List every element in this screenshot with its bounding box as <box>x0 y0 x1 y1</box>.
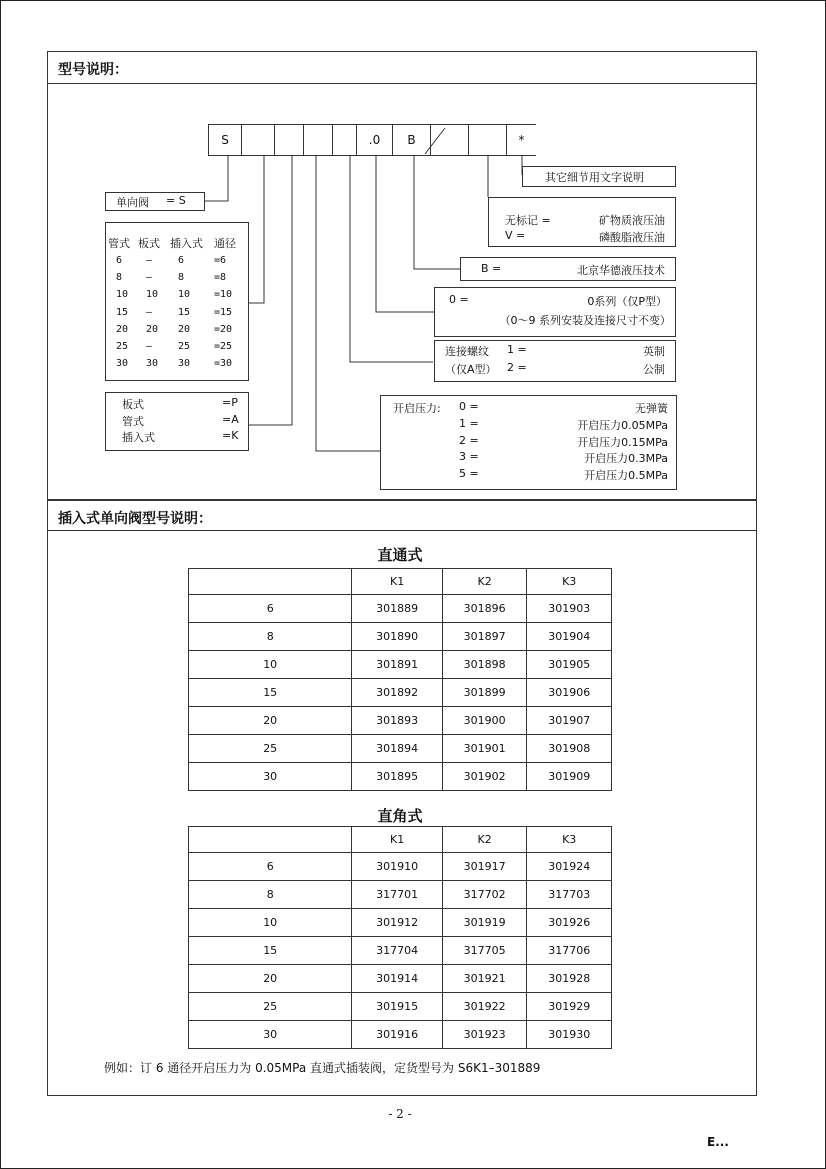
maker-box <box>460 257 676 281</box>
maker-value: 北京华德液压技术 <box>577 264 665 277</box>
table-row <box>189 965 612 993</box>
part-number-cell: 301899 <box>442 679 527 707</box>
part-number-cell: 301908 <box>527 735 612 763</box>
table-row <box>189 909 612 937</box>
fluid-label: 无标记 = <box>505 214 551 227</box>
pressure-code: 0 = <box>459 400 479 413</box>
insert-section-title: 插入式单向阀型号说明： <box>58 511 212 527</box>
table-row <box>189 763 612 791</box>
other-desc-text: 其它细节用文字说明 <box>545 171 644 184</box>
table-header-cell: K1 <box>352 569 442 595</box>
footer-mark: E... <box>707 1135 729 1149</box>
code-cell: * <box>506 124 536 156</box>
diameter-cell: 8 <box>189 881 352 909</box>
part-number-cell: 301915 <box>352 993 442 1021</box>
one-way-box <box>105 192 205 211</box>
part-number-cell: 301928 <box>527 965 612 993</box>
size-cell: 6 <box>116 255 123 266</box>
part-number-cell: 301892 <box>352 679 442 707</box>
mount-box <box>105 392 249 451</box>
part-number-cell: 317701 <box>352 881 442 909</box>
table-row <box>189 651 612 679</box>
size-cell: 20 <box>146 323 159 335</box>
part-number-cell: 301904 <box>527 623 612 651</box>
size-cell: – <box>146 341 153 352</box>
thread-value: 英制 <box>643 345 665 358</box>
one-way-label: 单向阀 <box>116 196 149 209</box>
thread-label: 连接螺纹 <box>445 345 489 358</box>
part-number-cell: 301894 <box>352 735 442 763</box>
table-header-row <box>189 827 612 853</box>
pressure-code: 2 = <box>459 433 479 447</box>
part-number-cell: 301893 <box>352 707 442 735</box>
part-number-cell: 301890 <box>352 623 442 651</box>
code-cell: .0 <box>356 124 393 156</box>
maker-label: B = <box>481 262 502 275</box>
part-number-cell: 317703 <box>527 881 612 909</box>
pressure-code: 5 = <box>459 467 479 481</box>
model-section-title: 型号说明： <box>58 62 128 78</box>
size-cell: 30 <box>146 358 159 370</box>
part-number-cell: 301917 <box>442 853 527 881</box>
pressure-code: 1 = <box>459 416 479 430</box>
series-label: 0 = <box>449 293 469 306</box>
straight-table-title: 直通式 <box>377 546 423 564</box>
size-cell: 30 <box>116 358 129 370</box>
thread-code: 2 = <box>507 361 527 374</box>
part-number-cell: 301909 <box>527 763 612 791</box>
part-number-cell: 301930 <box>527 1021 612 1049</box>
fluid-value: 磷酸脂液压油 <box>599 231 665 244</box>
series-note: （0～9 系列安装及连接尺寸不变） <box>499 314 671 327</box>
table-row <box>189 993 612 1021</box>
mount-value: =A <box>222 412 239 426</box>
diameter-cell: 30 <box>189 763 352 791</box>
diameter-cell: 20 <box>189 707 352 735</box>
mount-label: 管式 <box>122 414 144 428</box>
table-row <box>189 735 612 763</box>
table-row <box>189 707 612 735</box>
size-cell: =10 <box>214 289 233 301</box>
size-cell: =6 <box>214 255 227 266</box>
table-header-cell: K2 <box>442 827 527 853</box>
part-number-cell: 301903 <box>527 595 612 623</box>
size-cell: =15 <box>214 306 233 318</box>
size-cell: 25 <box>178 341 191 352</box>
diameter-cell: 10 <box>189 909 352 937</box>
mount-label: 板式 <box>122 398 144 411</box>
mount-label: 插入式 <box>122 431 155 444</box>
pressure-value: 开启压力0.3MPa <box>584 452 668 466</box>
diameter-cell: 10 <box>189 651 352 679</box>
size-cell: 15 <box>178 306 191 318</box>
size-cell: =25 <box>214 341 233 352</box>
part-number-cell: 301924 <box>527 853 612 881</box>
thread-label: （仅A型） <box>445 363 497 376</box>
part-number-cell: 301901 <box>442 735 527 763</box>
size-cell: – <box>146 306 153 318</box>
part-number-cell: 301896 <box>442 595 527 623</box>
other-desc-box <box>522 166 676 187</box>
code-cell: S <box>208 124 242 156</box>
diameter-cell: 25 <box>189 735 352 763</box>
size-cell: =30 <box>214 358 233 370</box>
part-number-cell: 301889 <box>352 595 442 623</box>
size-header: 管式 <box>108 237 130 250</box>
diameter-cell: 15 <box>189 937 352 965</box>
diameter-cell: 6 <box>189 853 352 881</box>
table-header-row <box>189 569 612 595</box>
pressure-value: 开启压力0.05MPa <box>577 418 668 432</box>
part-number-cell: 317702 <box>442 881 527 909</box>
diameter-cell: 30 <box>189 1021 352 1049</box>
part-number-cell: 301922 <box>442 993 527 1021</box>
part-number-cell: 301907 <box>527 707 612 735</box>
part-number-cell: 301916 <box>352 1021 442 1049</box>
part-number-cell: 301902 <box>442 763 527 791</box>
table-row <box>189 881 612 909</box>
part-number-cell: 301921 <box>442 965 527 993</box>
size-cell: 8 <box>178 272 185 284</box>
table-row <box>189 679 612 707</box>
part-number-cell: 301914 <box>352 965 442 993</box>
table-header-cell <box>189 569 352 595</box>
series-value: 0系列（仅P型） <box>587 295 667 308</box>
part-number-cell: 301912 <box>352 909 442 937</box>
diameter-cell: 25 <box>189 993 352 1021</box>
code-cell: B <box>392 124 431 156</box>
part-number-cell: 301891 <box>352 651 442 679</box>
part-number-cell: 301929 <box>527 993 612 1021</box>
series-box <box>434 287 676 337</box>
part-number-cell: 317705 <box>442 937 527 965</box>
mount-value: =K <box>222 429 239 442</box>
pressure-value: 开启压力0.15MPa <box>577 435 668 449</box>
table-header-cell: K3 <box>527 827 612 853</box>
size-cell: =20 <box>214 323 233 335</box>
table-row <box>189 937 612 965</box>
size-cell: 10 <box>146 289 159 301</box>
right-angle-table <box>188 826 612 1049</box>
fluid-label: V = <box>505 229 526 242</box>
one-way-value: = S <box>166 194 186 207</box>
part-number-cell: 301898 <box>442 651 527 679</box>
diameter-cell: 20 <box>189 965 352 993</box>
pressure-value: 无弹簧 <box>635 402 668 415</box>
table-header-cell <box>189 827 352 853</box>
size-cell: 15 <box>116 306 129 318</box>
size-header: 通径 <box>214 237 236 250</box>
page-number: - 2 - <box>388 1107 412 1121</box>
size-header: 板式 <box>138 237 160 250</box>
part-number-cell: 301897 <box>442 623 527 651</box>
part-number-cell: 317704 <box>352 937 442 965</box>
size-cell: 30 <box>178 358 191 370</box>
size-cell: 20 <box>178 323 191 335</box>
part-number-cell: 301905 <box>527 651 612 679</box>
size-cell: 20 <box>116 323 129 335</box>
thread-code: 1 = <box>507 343 527 356</box>
size-cell: 6 <box>178 255 185 266</box>
part-number-cell: 301906 <box>527 679 612 707</box>
right-angle-table-title: 直角式 <box>377 807 423 825</box>
straight-table <box>188 568 612 791</box>
table-row <box>189 623 612 651</box>
diameter-cell: 15 <box>189 679 352 707</box>
pressure-code: 3 = <box>459 450 479 464</box>
size-cell: – <box>146 255 153 266</box>
part-number-cell: 317706 <box>527 937 612 965</box>
example-text: 例如：订 6 通径开启压力为 0.05MPa 直通式插装阀，定货型号为 S6K1–301889 <box>104 1061 541 1075</box>
table-header-cell: K2 <box>442 569 527 595</box>
size-header: 插入式 <box>170 237 203 250</box>
pressure-box <box>380 395 677 490</box>
size-cell: 10 <box>178 289 191 301</box>
pressure-label: 开启压力: <box>393 402 441 415</box>
size-box <box>105 222 249 381</box>
size-cell: 25 <box>116 341 129 352</box>
part-number-cell: 301926 <box>527 909 612 937</box>
pressure-value: 开启压力0.5MPa <box>584 469 668 483</box>
part-number-cell: 301910 <box>352 853 442 881</box>
fluid-value: 矿物质液压油 <box>599 214 665 227</box>
table-row <box>189 853 612 881</box>
size-cell: 8 <box>116 272 123 284</box>
diameter-cell: 6 <box>189 595 352 623</box>
part-number-cell: 301895 <box>352 763 442 791</box>
table-header-cell: K1 <box>352 827 442 853</box>
diameter-cell: 8 <box>189 623 352 651</box>
part-number-cell: 301919 <box>442 909 527 937</box>
mount-value: =P <box>222 396 238 409</box>
fluid-box <box>488 197 676 247</box>
size-cell: – <box>146 272 153 284</box>
part-number-cell: 301923 <box>442 1021 527 1049</box>
size-cell: 10 <box>116 289 129 301</box>
thread-value: 公制 <box>643 363 665 376</box>
size-cell: =8 <box>214 272 227 284</box>
table-row <box>189 1021 612 1049</box>
table-header-cell: K3 <box>527 569 612 595</box>
table-row <box>189 595 612 623</box>
thread-box <box>434 340 676 382</box>
insert-section-divider <box>47 530 756 531</box>
part-number-cell: 301900 <box>442 707 527 735</box>
